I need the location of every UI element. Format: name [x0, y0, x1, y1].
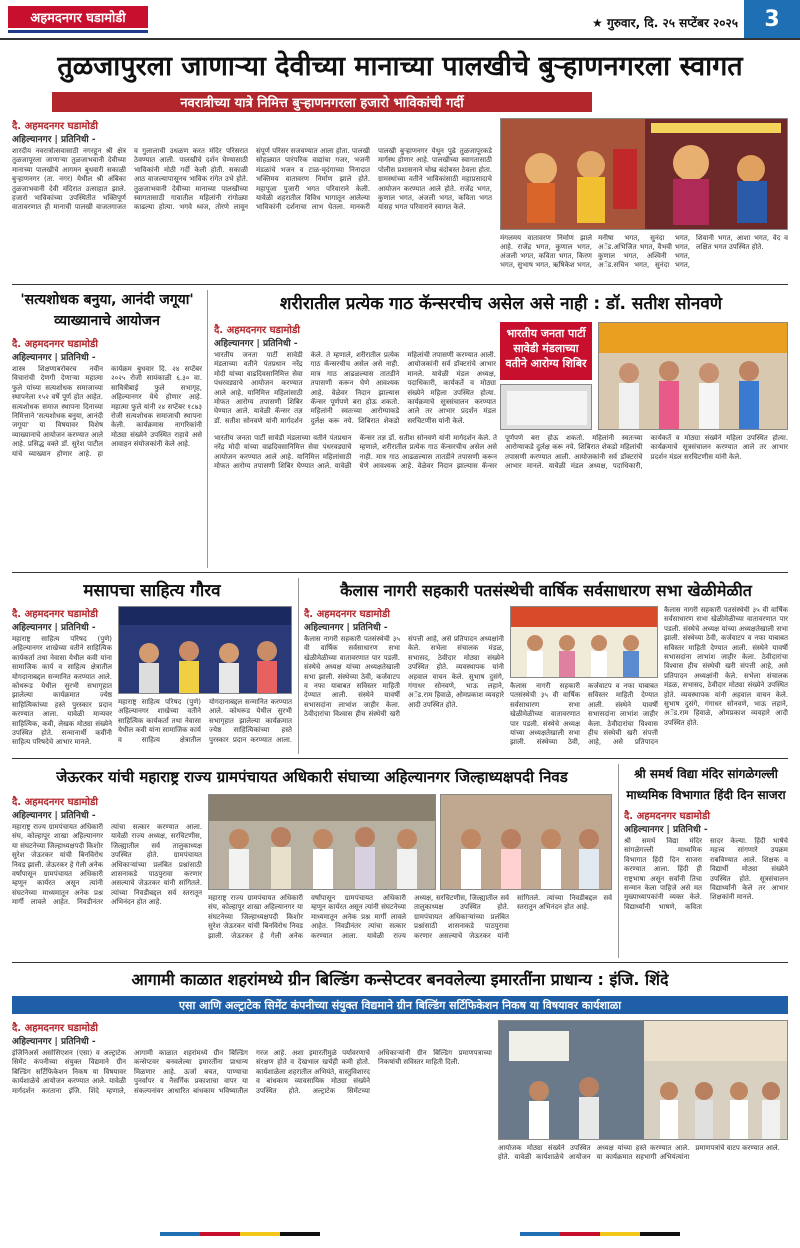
- story5-body-continued: कैलास नागरी सहकारी पतसंस्थेची ३५ वी वार्षिक सर्वसाधारण सभा खेळीमेळीच्या वातावरणात पार पडली. संस्थेचे अध्यक्ष यांच्या अध्यक्षतेखाली सभा झाली. संस्थेच्या ठेवी, कर्जवाटप व नफा याबाबत सविस्तर माहिती देण्यात आली. संस्थेने यावर्षी सभासदांना लाभांश जाहीर केला. ठेवीदारांचा विश्वास हीच संस्थेची खरी संपत्ती आहे, असे प्रतिपादन: [510, 682, 658, 747]
- story1-photo-caption: मंगलमय वातावरण निर्माण झाले आहे. राजेंद्र भगत, कुणाल भगत, अंजली भगत, कविता भगत, किरण भगत, सुभाष भगत, ऋषिकेश भगत, मनीषा भगत, सुनंदा भगत, अॅड.अभिजित भगत, वैभवी भगत, कुणाल भगत, अश्विनी भगत, अॅड.सचिन भगत, सुनंदा भगत, शिवानी भगत, आशा भगत, वेद व लक्षित भगत उपस्थित होते.: [500, 234, 788, 269]
- story6-body: महाराष्ट्र राज्य ग्रामपंचायत अधिकारी संघ, कोल्हापूर शाखा अहिल्यानगर या संघटनेच्या जिल्हाध्यक्षपदी किशोर सुरेश जेऊरकर यांची बिनविरोध निवड झाली. जेऊरकर हे गेली अनेक वर्षांपासून ग्रामपंचायत अधिकारी म्हणून कार्यरत असून त्यांनी संघटनेच्या माध्यमातून अनेक प्रश्न मार्गी लावले आहेत. निवडीनंतर त्यांचा सत्कार करण्यात आला. यावेळी राज्य अध्यक्ष, सरचिटणीस, जिल्ह्यातील सर्व तालुकाध्यक्ष उपस्थित होते. ग्रामपंचायत अधिकाऱ्यांच्या प्रलंबित प्रश्नांसाठी शासनाकडे पाठपुरावा करणार असल्याचे जेऊरकर यांनी सांगितले. त्यांच्या निवडीबद्दल सर्व स्तरातून अभिनंदन होत आहे.: [12, 823, 202, 907]
- page-number: 3: [744, 0, 800, 38]
- story4-body: महाराष्ट्र साहित्य परिषद (पुणे) अहिल्यानगर शाखेच्या वतीने साहित्यिक कार्यकर्ता तथा नेवासा येथील कवी यांना सामाजिक कार्य व साहित्य क्षेत्रातील योगदानाबद्दल सन्मानित करण्यात आले. कोथरूड येथील सुरभी सभागृहात झालेल्या कार्यक्रमात ज्येष्ठ साहित्यिकांच्या हस्ते पुरस्कार प्रदान करण्यात आला. यावेळी मान्यवर साहित्यिक, कवी, लेखक मोठ्या संख्येने उपस्थित होते. सन्मानार्थी कवींनी साहित्य परिषदेचे आभार मानले.: [12, 635, 112, 747]
- dateline: ★ गुरुवार, दि. २५ सप्टेंबर २०२५: [592, 16, 738, 30]
- registration-mark: [240, 1232, 280, 1236]
- story5-byline: दै. अहमदनगर घडामोडी: [304, 609, 390, 620]
- story7-headline: श्री समर्थ विद्या मंदिर सांगळेगल्ली माध्यमिक विभागात हिंदी दिन साजरा: [626, 767, 786, 802]
- story1-byline: दै. अहमदनगर घडामोडी: [12, 121, 98, 132]
- story3-headline: शरीरातील प्रत्येक गाठ कॅन्सरचीच असेल असे नाही : डॉ. सतीश सोनवणे: [279, 294, 723, 314]
- story4-article-a: [12, 606, 112, 754]
- story5-headline: कैलास नागरी सहकारी पतसंस्थेची वार्षिक सर्वसाधारण सभा खेळीमेळीत: [340, 581, 752, 600]
- divider: [618, 764, 619, 958]
- story4-byline: दै. अहमदनगर घडामोडी: [12, 609, 98, 620]
- story6-photo: [208, 794, 436, 890]
- registration-mark: [160, 1232, 200, 1236]
- story3-photo-small: [500, 384, 592, 430]
- story1-subhead: नवरात्रीच्या यात्रे निमित्त बुऱ्हाणनगरला हजारो भाविकांची गर्दी: [52, 92, 592, 112]
- story5-article-a: [304, 606, 504, 754]
- story8-photo: [498, 1020, 788, 1140]
- story2-article: [12, 336, 202, 568]
- story1-body: शारदीय नवरात्रोत्सवासाठी नगरहून श्री क्षेत्र तुळजापूरला जाणाऱ्या तुळजाभवानी देवीच्या मानाच्या पालखीचे आगमन बुधवारी सकाळी बुऱ्हाणनगर (ता. नगर) येथील श्री अंबिका तुळजाभवानी देवी मंदिरात उत्साहात झाले. हजारो भाविकांच्या उपस्थितीत भक्तिपूर्ण वातावरणात ही मानाची पालखी वाजतगाजत व गुलालाची उधळण करत मंदिर परिसरात ठेवण्यात आली. पालखीचे दर्शन घेण्यासाठी भाविकांनी मोठी गर्दी केली होती. सकाळी आठ वाजल्यापासूनच भाविक रांगेत उभे होते. तुळजाभवानी देवीच्या मानाच्या पालखीच्या स्वागतासाठी गावातील महिलांनी रांगोळ्या काढल्या होत्या. भगवे ध्वज, तोरणे लावून संपूर्ण परिसर सजवण्यात आला होता. पालखी सोहळ्यात पारंपरिक वाद्यांचा गजर, भजनी मंडळांचे भजन व टाळ-मृदंगाच्या निनादात भक्तिमय वातावरण निर्माण झाले होते. महापूजा पुजारी भगत परिवाराने केली. यावेळी शहरातील विविध भागातून आलेल्या भाविकांनी दर्शनाचा लाभ घेतला. मानकरी पालखी बुऱ्हाणनगर येथून पुढे तुळजापूरकडे मार्गस्थ होणार आहे. पालखीच्या स्वागतासाठी पोलीस प्रशासनाने चोख बंदोबस्त ठेवला होता. ग्रामस्थांच्या वतीने भाविकांसाठी महाप्रसादाचे आयोजन करण्यात आले होते. राजेंद्र भगत, कुणाल भगत, अंजली भगत, कविता भगत यांसह भगत परिवाराने स्वागत केले.: [12, 147, 492, 212]
- story8-byline: दै. अहमदनगर घडामोडी: [12, 1023, 98, 1034]
- story3-body: भारतीय जनता पार्टी सावेडी मंडलाच्या वतीने पंतप्रधान नरेंद्र मोदी यांच्या वाढदिवसानिमित्त सेवा पंधरवड्याचे आयोजन करण्यात आले आहे. यानिमित्त महिलांसाठी मोफत आरोग्य तपासणी शिबिर घेण्यात आले. यावेळी कॅन्सर तज्ञ डॉ. सतीश सोनवणे यांनी मार्गदर्शन केले. ते म्हणाले, शरीरातील प्रत्येक गाठ कॅन्सरचीच असेल असे नाही. मात्र गाठ आढळल्यास तातडीने तपासणी करून घेणे आवश्यक आहे. वेळेवर निदान झाल्यास कॅन्सर पूर्णपणे बरा होऊ शकतो. महिलांनी स्वतःच्या आरोग्याकडे दुर्लक्ष करू नये. शिबिरात शेकडो महिलांची तपासणी करण्यात आली. आयोजकांनी सर्व डॉक्टरांचे आभार मानले. यावेळी मंडल अध्यक्ष, पदाधिकारी, कार्यकर्ते व मोठ्या संख्येने महिला उपस्थित होत्या. कार्यक्रमाचे सूत्रसंचालन करण्यात आले तर आभार प्रदर्शन मंडल सरचिटणीस यांनी केले.: [214, 351, 496, 425]
- story3-article-a: [214, 322, 496, 430]
- story3-byline: दै. अहमदनगर घडामोडी: [214, 325, 300, 336]
- brand-underline: [8, 30, 148, 33]
- story8-agency: अहिल्यानगर | प्रतिनिधी -: [12, 1037, 96, 1047]
- story8-photo-caption: आयोजक मोठ्या संख्येने उपस्थित होते. यावेळी कार्यशाळेचे आयोजन अध्यक्ष यांच्या हस्ते करण्यात आले. या कार्यक्रमात सहभागी अभियंत्यांना प्रमाणपत्रांचे वाटप करण्यात आले.: [498, 1144, 780, 1161]
- story1-article: [12, 118, 492, 280]
- story6-photo-2: [440, 794, 612, 890]
- registration-mark: [640, 1232, 680, 1236]
- story2-body: शास्त्र शिक्षणाबरोबरच नवीन विचारांची देणगी देणाऱ्या महात्मा फुले यांच्या सत्यशोधक समाजाच्या स्थापनेला १५२ वर्षे पूर्ण होत आहेत. सत्यशोधक समाज स्थापना दिनाच्या निमित्ताने 'सत्यशोधक बनुया, आनंदी जगूया' या विषयावर विशेष व्याख्यानाचे आयोजन करण्यात आले आहे. प्रसिद्ध वक्ते डॉ. सुरेश पाटील यांचे व्याख्यान होणार आहे. हा कार्यक्रम बुधवार दि. २४ सप्टेंबर २०२५ रोजी सायंकाळी ६.३० वा. सावित्रीबाई फुले सभागृह, अहिल्यानगर येथे होणार आहे. महात्मा फुले यांनी २४ सप्टेंबर १८७३ रोजी सत्यशोधक समाजाची स्थापना केली. कार्यक्रमास नागरिकांनी मोठ्या संख्येने उपस्थित राहावे असे आवाहन संयोजकांनी केले आहे.: [12, 365, 202, 458]
- story5-body: कैलास नागरी सहकारी पतसंस्थेची ३५ वी वार्षिक सर्वसाधारण सभा खेळीमेळीच्या वातावरणात पार पडली. संस्थेचे अध्यक्ष यांच्या अध्यक्षतेखाली सभा झाली. संस्थेच्या ठेवी, कर्जवाटप व नफा याबाबत सविस्तर माहिती देण्यात आली. संस्थेने यावर्षी सभासदांना लाभांश जाहीर केला. ठेवीदारांचा विश्वास हीच संस्थेची खरी संपत्ती आहे, असे प्रतिपादन अध्यक्षांनी केले. सभेला संचालक मंडळ, सभासद, ठेवीदार मोठ्या संख्येने उपस्थित होते. व्यवस्थापक यांनी अहवाल वाचन केले. सुभाष दुसंगे, गंगाधर सोनवणे, भाऊ लहाने, अॅड.राम हिवाळे, ओमप्रकाश व्यवहारे आदी उपस्थित होते.: [304, 635, 504, 719]
- story1-headline: तुळजापुरला जाणाऱ्या देवीच्या मानाच्या पालखीचे बुऱ्हाणनगरला स्वागत: [57, 51, 743, 82]
- story6-byline: दै. अहमदनगर घडामोडी: [12, 797, 98, 808]
- story7-agency: अहिल्यानगर | प्रतिनिधी -: [624, 825, 708, 835]
- registration-mark: [280, 1232, 320, 1236]
- registration-mark: [600, 1232, 640, 1236]
- story3-photo: [598, 322, 788, 430]
- story6-agency: अहिल्यानगर | प्रतिनिधी -: [12, 811, 96, 821]
- divider: [12, 962, 788, 963]
- paper-name: अहमदनगर घडामोडी: [8, 6, 148, 28]
- story8-article: [12, 1020, 492, 1220]
- registration-mark: [520, 1232, 560, 1236]
- story4-agency: अहिल्यानगर | प्रतिनिधी -: [12, 623, 96, 633]
- story5-article-b: [510, 682, 658, 754]
- story7-byline: दै. अहमदनगर घडामोडी: [624, 811, 710, 822]
- masthead: [0, 0, 800, 40]
- story3-agency: अहिल्यानगर | प्रतिनिधी -: [214, 339, 298, 349]
- story4-article-b: [118, 698, 292, 754]
- story6-article-b: [208, 894, 612, 958]
- story4-body-continued: महाराष्ट्र साहित्य परिषद (पुणे) अहिल्यानगर शाखेच्या वतीने साहित्यिक कार्यकर्ता तथा नेवासा येथील कवी यांना सामाजिक कार्य व साहित्य क्षेत्रातील योगदानाबद्दल सन्मानित करण्यात आले. कोथरूड येथील सुरभी सभागृहात झालेल्या कार्यक्रमात ज्येष्ठ साहित्यिकांच्या हस्ते पुरस्कार प्रदान करण्यात आला.: [118, 698, 292, 744]
- story2-headline: 'सत्यशोधक बनुया, आनंदी जगूया' व्याख्यानाचे आयोजन: [20, 292, 194, 329]
- story1-photo: [500, 118, 788, 230]
- story4-photo: [118, 606, 292, 694]
- story7-body: श्री समर्थ विद्या मंदिर सांगळेगल्ली माध्यमिक विभागात हिंदी दिन साजरा करण्यात आला. हिंदी ही राष्ट्रभाषा असून सर्वांनी तिचा सन्मान केला पाहिजे असे मत मुख्याध्यापकांनी व्यक्त केले. विद्यार्थ्यांनी भाषणे, कविता सादर केल्या. हिंदी भाषेचे महत्त्व सांगणारे उपक्रम राबविण्यात आले. शिक्षक व विद्यार्थी मोठ्या संख्येने उपस्थित होते. सूत्रसंचालन विद्यार्थ्यांनी केले तर आभार शिक्षकांनी मानले.: [624, 837, 788, 911]
- story5-body-end: कैलास नागरी सहकारी पतसंस्थेची ३५ वी वार्षिक सर्वसाधारण सभा खेळीमेळीच्या वातावरणात पार पडली. संस्थेचे अध्यक्ष यांच्या अध्यक्षतेखाली सभा झाली. संस्थेच्या ठेवी, कर्जवाटप व नफा याबाबत सविस्तर माहिती देण्यात आली. संस्थेने यावर्षी सभासदांना लाभांश जाहीर केला. ठेवीदारांचा विश्वास हीच संस्थेची खरी संपत्ती आहे, असे प्रतिपादन अध्यक्षांनी केले. सभेला संचालक मंडळ, सभासद, ठेवीदार मोठ्या संख्येने उपस्थित होते. व्यवस्थापक यांनी अहवाल वाचन केले. सुभाष दुसंगे, गंगाधर सोनवणे, भाऊ लहाने, अॅड.राम हिवाळे, ओमप्रकाश व्यवहारे आदी उपस्थित होते.: [664, 606, 788, 727]
- story8-body: इंजिनिअर्स असोसिएशन (एसा) व अल्ट्राटेक सिमेंट कंपनीच्या संयुक्त विद्यमाने ग्रीन बिल्डिंग सर्टिफिकेशन निकष या विषयावर कार्यशाळेचे आयोजन करण्यात आले. यावेळी मार्गदर्शन करताना इंजि. शिंदे म्हणाले, आगामी काळात शहरांमध्ये ग्रीन बिल्डिंग कन्सेप्टवर बनवलेल्या इमारतींना प्राधान्य मिळणार आहे. ऊर्जा बचत, पाण्याचा पुनर्वापर व नैसर्गिक प्रकाशाचा वापर या संकल्पनांवर आधारित बांधकाम भविष्यातील गरज आहे. अशा इमारतींमुळे पर्यावरणाचे संरक्षण होते व देखभाल खर्चही कमी होतो. कार्यशाळेला शहरातील अभियंते, वास्तुविशारद व बांधकाम व्यावसायिक मोठ्या संख्येने उपस्थित होते. अल्ट्राटेक सिमेंटच्या अधिकाऱ्यांनी ग्रीन बिल्डिंग प्रमाणपत्राच्या निकषांची सविस्तर माहिती दिली.: [12, 1049, 492, 1095]
- story6-article-a: [12, 794, 202, 958]
- story3-article-b: [214, 434, 788, 568]
- divider: [207, 290, 208, 568]
- story2-byline: दै. अहमदनगर घडामोडी: [12, 339, 98, 350]
- divider: [298, 578, 299, 754]
- story7-article: [624, 808, 788, 958]
- story3-body-continued: भारतीय जनता पार्टी सावेडी मंडलाच्या वतीने पंतप्रधान नरेंद्र मोदी यांच्या वाढदिवसानिमित्त सेवा पंधरवड्याचे आयोजन करण्यात आले आहे. यानिमित्त महिलांसाठी मोफत आरोग्य तपासणी शिबिर घेण्यात आले. यावेळी कॅन्सर तज्ञ डॉ. सतीश सोनवणे यांनी मार्गदर्शन केले. ते म्हणाले, शरीरातील प्रत्येक गाठ कॅन्सरचीच असेल असे नाही. मात्र गाठ आढळल्यास तातडीने तपासणी करून घेणे आवश्यक आहे. वेळेवर निदान झाल्यास कॅन्सर पूर्णपणे बरा होऊ शकतो. महिलांनी स्वतःच्या आरोग्याकडे दुर्लक्ष करू नये. शिबिरात शेकडो महिलांची तपासणी करण्यात आली. आयोजकांनी सर्व डॉक्टरांचे आभार मानले. यावेळी मंडल अध्यक्ष, पदाधिकारी, कार्यकर्ते व मोठ्या संख्येने महिला उपस्थित होत्या. कार्यक्रमाचे सूत्रसंचालन करण्यात आले तर आभार प्रदर्शन मंडल सरचिटणीस यांनी केले.: [214, 434, 788, 471]
- story2-agency: अहिल्यानगर | प्रतिनिधी -: [12, 353, 96, 363]
- story6-headline: जेऊरकर यांची महाराष्ट्र राज्य ग्रामपंचायत अधिकारी संघाच्या अहिल्यानगर जिल्हाध्यक्षपदी निवड: [56, 768, 568, 786]
- story5-article-c: [664, 606, 788, 754]
- story1-agency: अहिल्यानगर | प्रतिनिधी -: [12, 135, 96, 145]
- story6-body-continued: महाराष्ट्र राज्य ग्रामपंचायत अधिकारी संघ, कोल्हापूर शाखा अहिल्यानगर या संघटनेच्या जिल्हाध्यक्षपदी किशोर सुरेश जेऊरकर यांची बिनविरोध निवड झाली. जेऊरकर हे गेली अनेक वर्षांपासून ग्रामपंचायत अधिकारी म्हणून कार्यरत असून त्यांनी संघटनेच्या माध्यमातून अनेक प्रश्न मार्गी लावले आहेत. निवडीनंतर त्यांचा सत्कार करण्यात आला. यावेळी राज्य अध्यक्ष, सरचिटणीस, जिल्ह्यातील सर्व तालुकाध्यक्ष उपस्थित होते. ग्रामपंचायत अधिकाऱ्यांच्या प्रलंबित प्रश्नांसाठी शासनाकडे पाठपुरावा करणार असल्याचे जेऊरकर यांनी सांगितले. त्यांच्या निवडीबद्दल सर्व स्तरातून अभिनंदन होत आहे.: [208, 894, 612, 940]
- divider: [12, 758, 788, 759]
- story5-agency: अहिल्यानगर | प्रतिनिधी -: [304, 623, 388, 633]
- story4-headline: मसापचा साहित्य गौरव: [83, 581, 221, 601]
- story8-headline: आगामी काळात शहरांमध्ये ग्रीन बिल्डिंग कन्सेप्टवर बनवलेल्या इमारतींना प्राधान्य : इंजि. शिंदे: [131, 970, 669, 989]
- divider: [12, 284, 788, 285]
- registration-mark: [200, 1232, 240, 1236]
- divider: [12, 572, 788, 573]
- story3-bjp-box: भारतीय जनता पार्टी सावेडी मंडलाच्या वतीने आरोग्य शिबिर: [500, 322, 592, 380]
- story8-subhead: एसा आणि अल्ट्राटेक सिमेंट कंपनीच्या संयुक्त विद्यमाने ग्रीन बिल्डिंग सर्टिफिकेशन निकष या विषयावर कार्यशाळा: [12, 996, 788, 1014]
- registration-mark: [560, 1232, 600, 1236]
- story5-photo: [510, 606, 658, 678]
